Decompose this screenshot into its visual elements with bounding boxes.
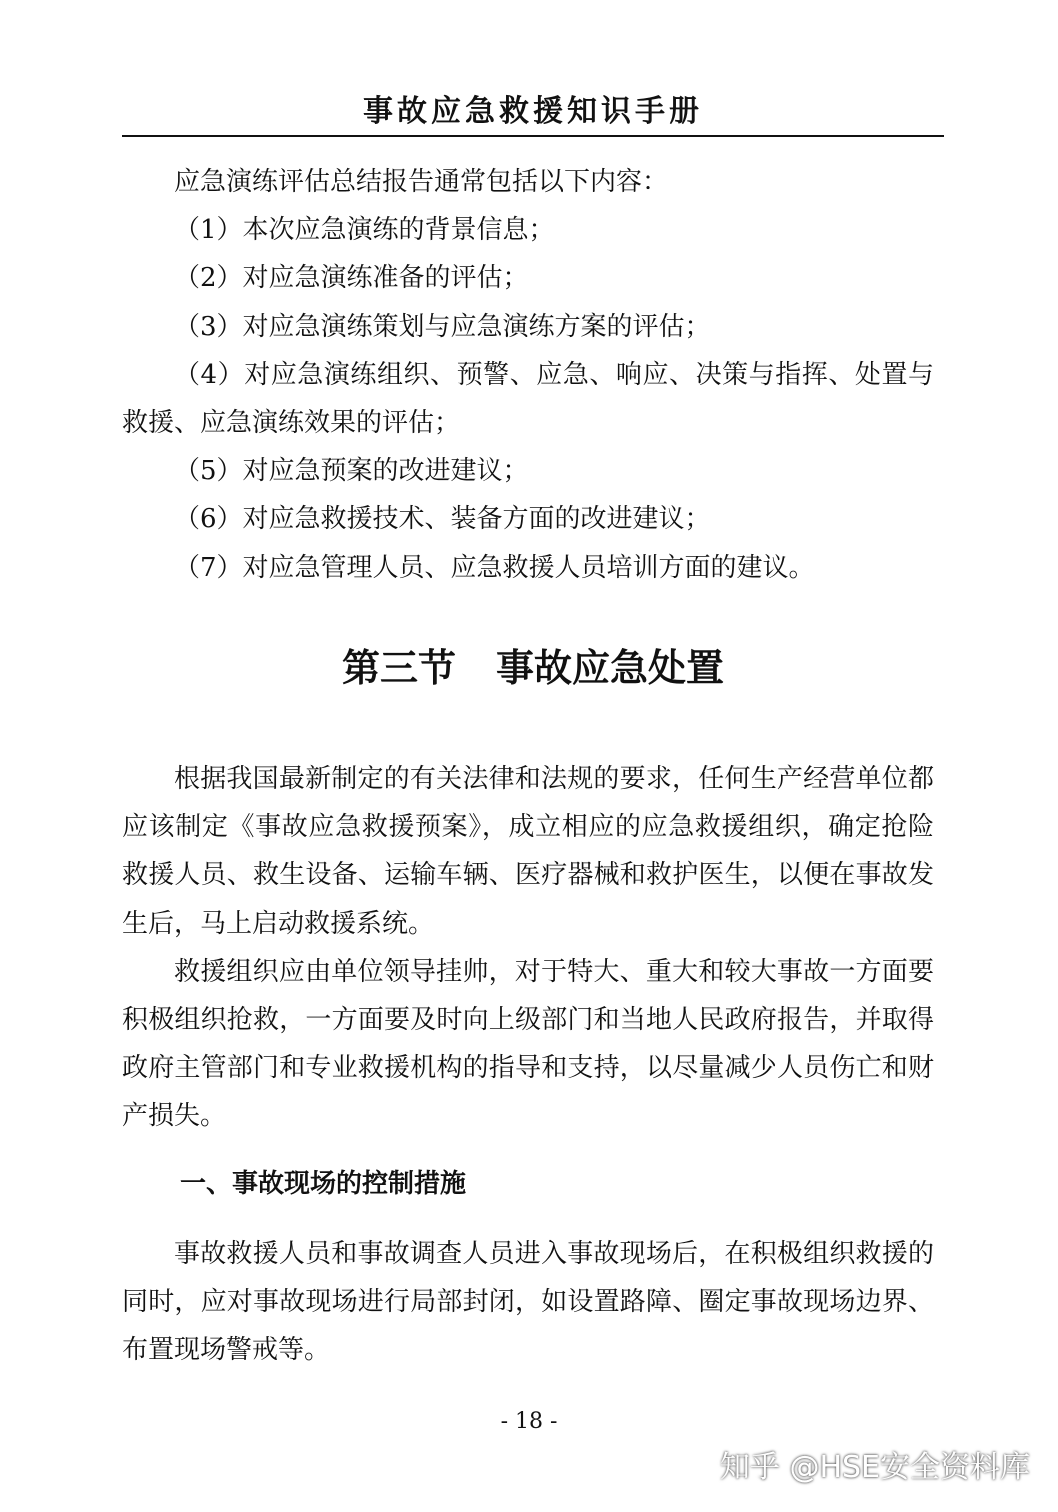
list-item: （5）对应急预案的改进建议； xyxy=(174,456,529,487)
subsection-body xyxy=(122,1230,934,1375)
section-number: 第三节 xyxy=(341,645,456,690)
watermark-text: 知乎 @HSE安全资料库 xyxy=(719,1450,1030,1485)
header-divider xyxy=(122,135,944,137)
intro-lead: 应急演练评估总结报告通常包括以下内容： xyxy=(174,167,669,197)
list-item: （1）本次应急演练的背景信息； xyxy=(174,215,555,246)
paragraph: 救援组织应由单位领导挂帅，对于特大、重大和较大事故一方面要积极组织抢救，一方面要及时向上级部门和当地人民政府报告，并取得政府主管部门和专业救援机构的指导和支持，以尽量减少人员伤亡和财产损失。 xyxy=(122,956,934,1132)
section-body xyxy=(122,755,934,1141)
section-title-text: 事故应急处置 xyxy=(496,645,725,690)
section-heading xyxy=(122,640,944,696)
subsection-heading: 一、事故现场的控制措施 xyxy=(180,1169,467,1199)
list-item: （2）对应急演练准备的评估； xyxy=(174,263,529,294)
paragraph: 事故救援人员和事故调查人员进入事故现场后，在积极组织救援的同时，应对事故现场进行局部封闭，如设置路障、圈定事故现场边界、布置现场警戒等。 xyxy=(122,1239,934,1366)
list-item: （7）对应急管理人员、应急救援人员培训方面的建议。 xyxy=(174,552,815,583)
paragraph: 根据我国最新制定的有关法律和法规的要求，任何生产经营单位都应该制定《事故应急救援预案》，成立相应的应急救援组织，确定抢险救援人员、救生设备、运输车辆、医疗器械和救护医生，以便在事故发生后，马上启动救援系统。 xyxy=(122,764,934,939)
list-item: （3）对应急演练策划与应急演练方案的评估； xyxy=(174,311,711,342)
intro-block xyxy=(122,158,934,592)
page-number: - 18 - xyxy=(500,1409,558,1434)
list-item: （6）对应急救援技术、装备方面的改进建议； xyxy=(174,504,711,535)
list-item: （4）对应急演练组织、预警、应急、响应、决策与指挥、处置与救援、应急演练效果的评估； xyxy=(122,359,934,439)
page-header-title: 事故应急救援知识手册 xyxy=(363,94,703,129)
